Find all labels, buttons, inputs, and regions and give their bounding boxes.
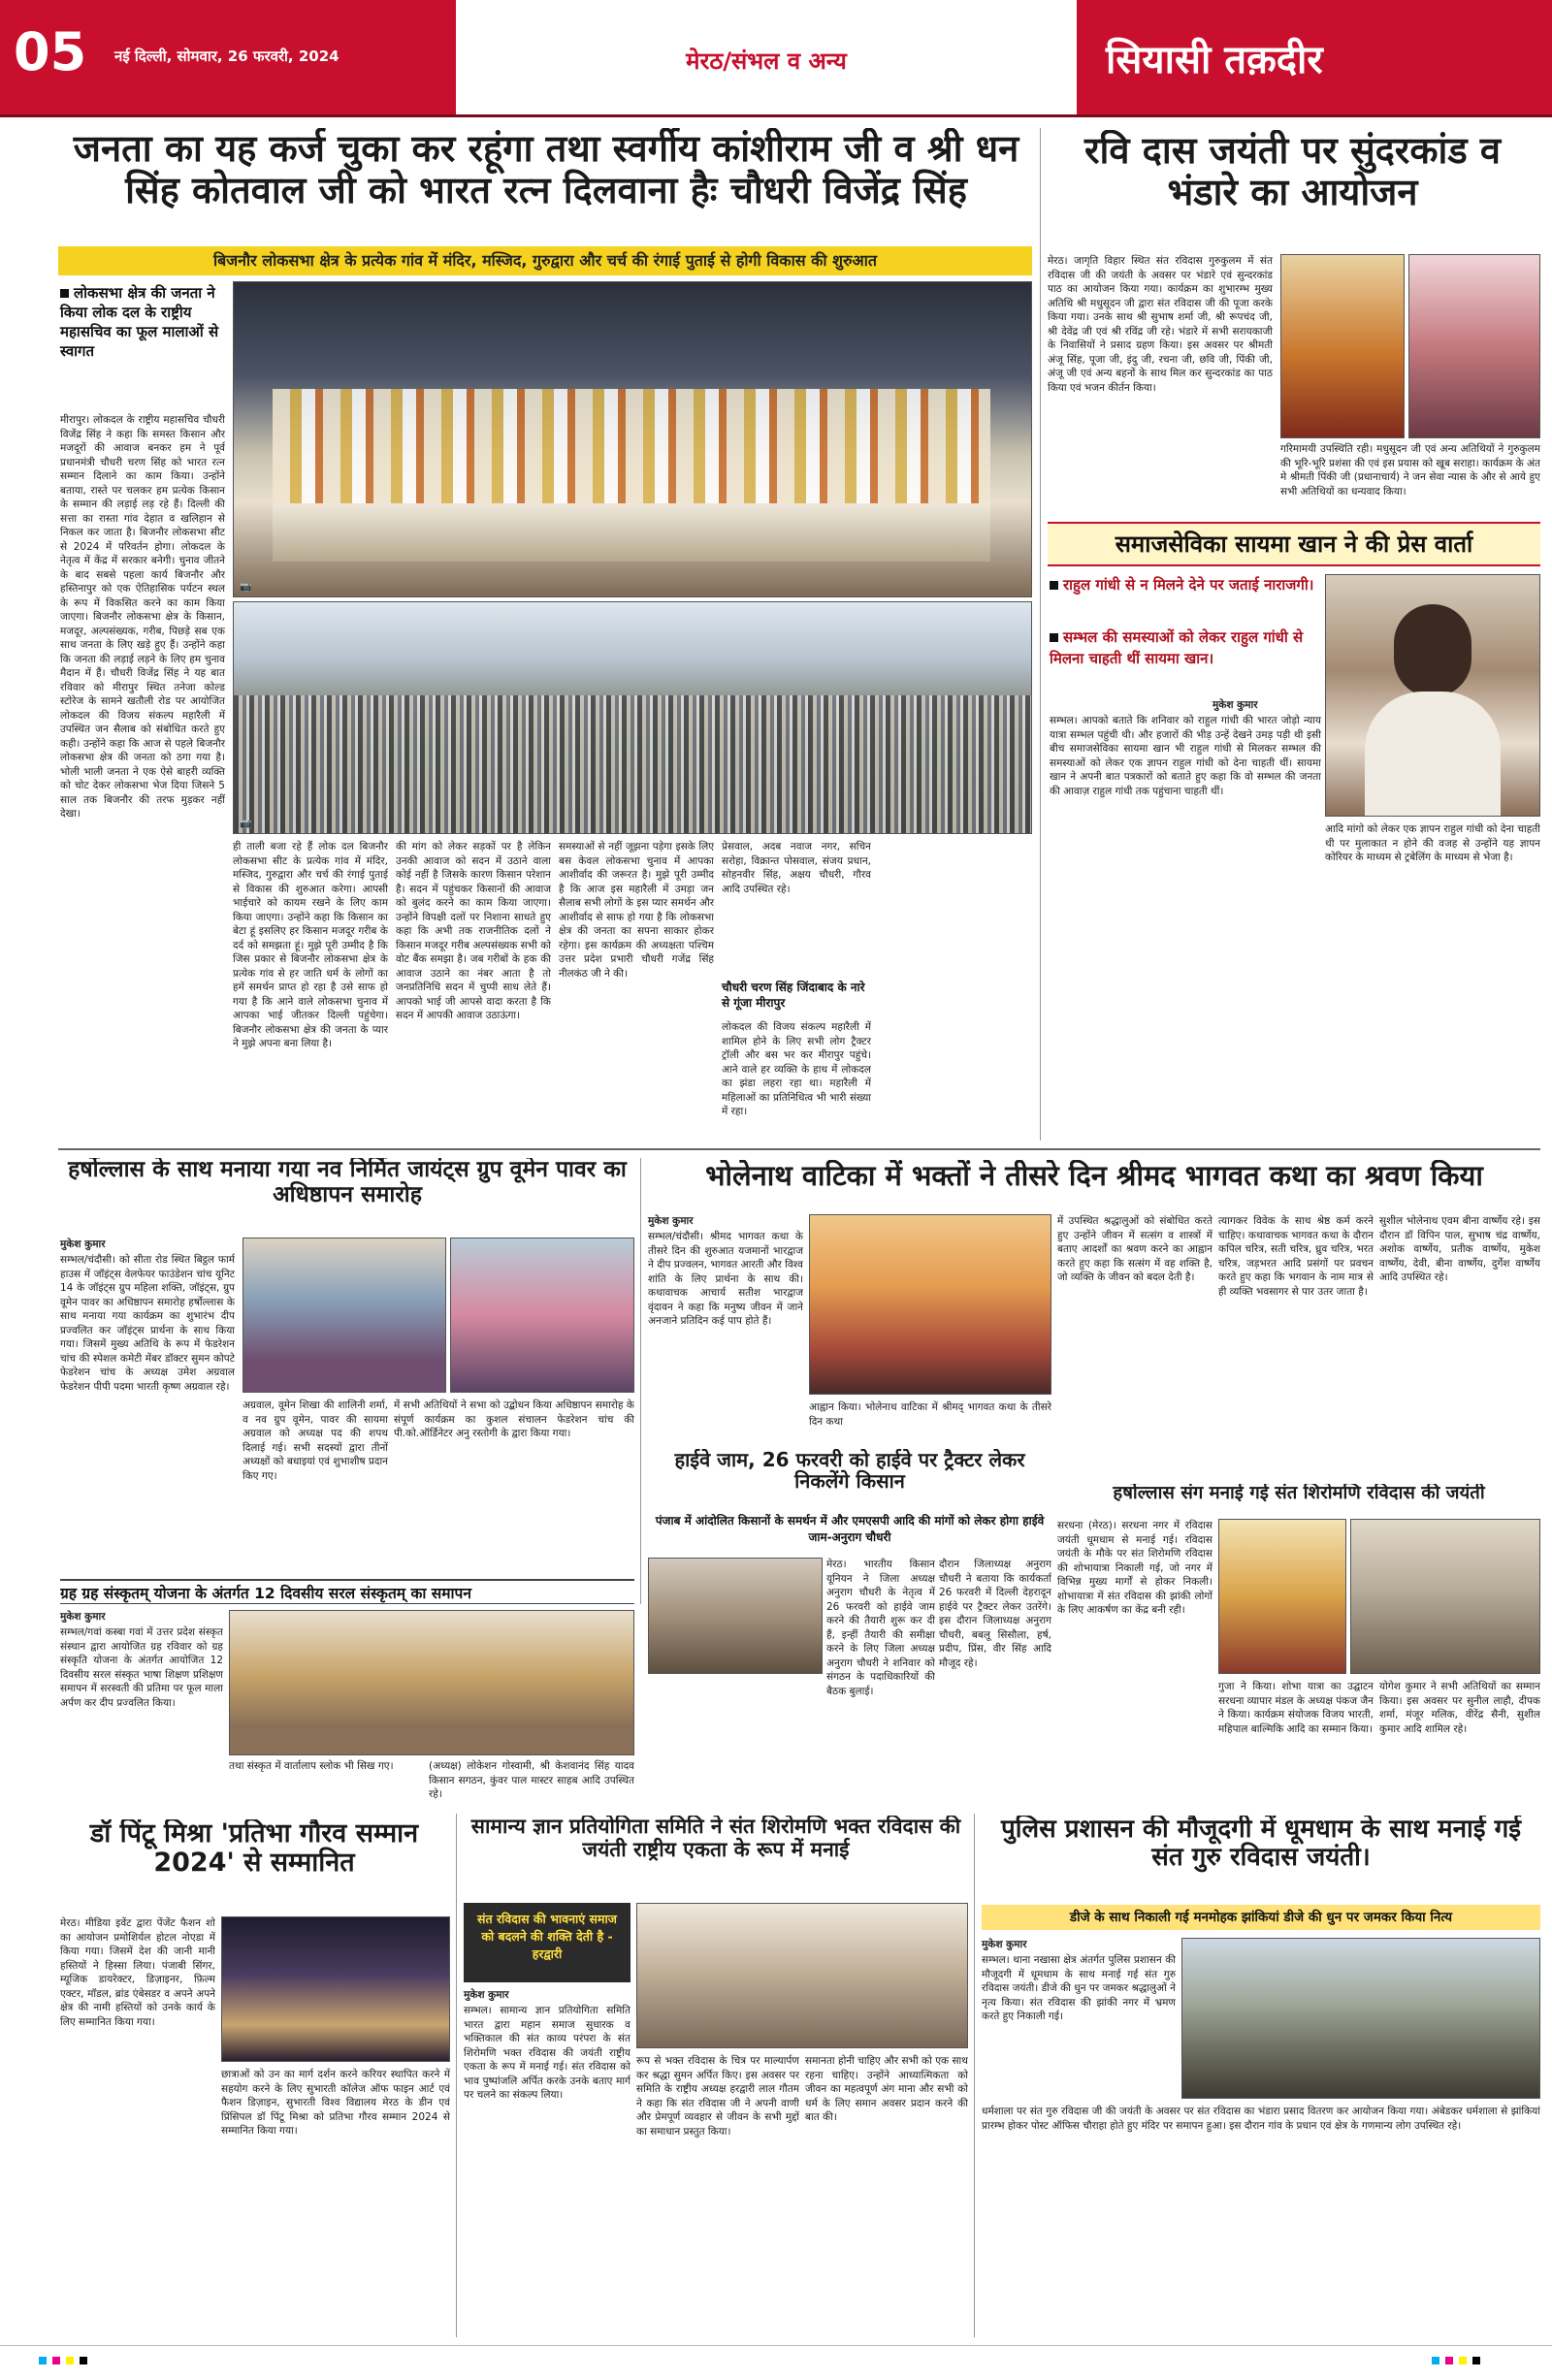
jam-body: मेरठ। भारतीय किसान यूनियन ने जिला अध्यक्ष अनुराग चौधरी के नेतृत्व में 26 फरवरी को हाईवे जाम करने की तैयारी शुरू कर दी हैं, इन्हीं तैयारी की समीक्षा करने के लिए जिला अध्यक्ष अनुराग चौधरी ने शनिवार को संगठन के पदाधिकारियों की बैठक बुलाई। — [826, 1559, 935, 1697]
section-label — [456, 0, 1077, 116]
sayma-headline: समाजसेविका सायमा खान ने की प्रेस वार्ता — [1115, 531, 1473, 558]
registration-mark — [1432, 2357, 1439, 2364]
samanya-photo — [636, 1903, 968, 2048]
bullet-icon — [1050, 633, 1058, 642]
camera-icon: 📷 — [240, 819, 252, 829]
section-divider — [58, 1148, 1540, 1150]
sanskrit-body-2: तथा संस्कृत में वार्तालाप स्लोक भी सिख गए। — [229, 1760, 394, 1772]
footer-rule — [0, 2345, 1552, 2346]
shiromani-photo-1 — [1218, 1519, 1346, 1674]
shiromani-body-2: योगेश कुमार ने सभी अतिथियों का सम्मान किया। इस अवसर पर सुनील लाहौ, दीपक शर्मा, मंजूर मलिक, वीरेंद्र सैनी, सुशील कुमार आदि शामिल रहे। — [1379, 1681, 1540, 1735]
jam-body-2: दौरान जिलाध्यक्ष अनुराग चौधरी ने बताया कि कार्यकर्ता 26 फरवरी में दिल्ली देहरादून हाईवे पर ट्रैक्टर लेकर उतरेंगे। इस दौरान जिलाध्यक्ष अनुराग चौधरी, बबलू सिसौला, हर्ष, प्रदीप, प्रिंस, वीर सिंह आदि मौजूद रहे। — [939, 1559, 1051, 1669]
harsh-body: सम्भल/चंदौसी। को सीता रोड स्थित बिट्ठल फार्म हाउस में जॉइंट्स वेलफेयर फाउंडेशन चांच यूनिट 14 के जॉइंट्स ग्रुप महिला शक्ति, जॉइंट्स, ग्रुप वूमेन पावर का अधिष्ठापन समारोह हर्षोल्लास के साथ मनाया गया कार्यक्रम का शुभारंभ दीप प्रज्वलित कर जॉइंट्स प्रार्थना के साथ किया गया। जिसमें मुख्य अतिथि के रूप में फेडरेशन चांच की स्पेशल कमेटी मेंबर डॉक्टर सुमन कोपटे फेडरेशन चांच के अध्यक्ष उमेश अग्रवाल फेडरेशन पीपी पदमा भारती कृष्ण अग्रवाल रहे। — [60, 1254, 235, 1393]
column-divider — [974, 1814, 975, 2337]
lead-subhead: चौधरी चरण सिंह जिंदाबाद के नारे से गूंजा मीरापुर — [722, 981, 865, 1010]
bhole-body-3: त्यागकर विवेक के साथ श्रेष्ठ कर्म करने चाहिए। कथावाचक भागवत कथा के दौरान कपिल चरित्र, सती चरित्र, ध्रुव चरित्र, भरत चरित्र, जड़भरत आदि प्रसंगों पर प्रवचन करते हुए कहा कि भगवान के नाम मात्र से ही व्यक्ति भवसागर से पार उतर जाता है। — [1218, 1215, 1374, 1298]
registration-mark — [80, 2357, 87, 2364]
harsh-headline: हर्षोल्लास के साथ मनाया गया नव निर्मित जायंट्स ग्रुप वूमेन पावर का अधिष्ठापन समारोह — [68, 1158, 627, 1207]
ravidas-photo-2 — [1408, 254, 1540, 438]
samanya-body: सम्भल। सामान्य ज्ञान प्रतियोगिता समिति भारत द्वारा महान समाज सुधारक व भक्तिकाल की संत काव्य परंपरा के संत शिरोमणि भक्त रविदास की जयंती राष्ट्रीय एकता के रूप में मनाई गई। संत रविदास को भाव पुष्पांजलि अर्पित करके उनके बताए मार्ग पर चलने का संकल्प लिया। — [464, 2005, 630, 2101]
sanskrit-body-3: (अध्यक्ष) लोकेशन गोस्वामी, श्री केशवानंद सिंह यादव किसान सगठन, कुंवर पाल मास्टर साहब आदि उपस्थित रहे। — [429, 1760, 634, 1800]
shiromani-headline: हर्षोल्लास संग मनाई गई संत शिरोमणि रविदास की जयंती — [1113, 1484, 1485, 1503]
bhole-byline: मुकेश कुमार — [648, 1215, 694, 1227]
lead-side-head — [60, 283, 225, 407]
police-photo — [1181, 1938, 1540, 2099]
sayma-body: सम्भल। आपको बताते कि शनिवार को राहुल गांधी की भारत जोड़ो न्याय यात्रा सम्भल पहुंची थी। और हजारों की भीड़ उन्हें देखने उमड़ पड़ी थी इसी बीच समाजसेविका सायमा खान भी राहुल गांधी से मिलकर सम्भल की समस्याओं को लेकर एक ज्ञापन राहुल गांधी को देना चाहती थीं। सायमा खान ने अपनी बात पत्रकारों को बताते हुए कहा कि वो सम्भल की जनता की आवाज़ राहुल गांधी तक पहुंचाना चाहती थीं। — [1050, 715, 1321, 797]
pintu-body-2: छात्राओं को उन का मार्ग दर्शन करने करियर स्थापित करने में सहयोग करने के लिए सुभारती कॉलेज ऑफ फाइन आर्ट एवं फैशन डिज़ाइन, सुभारती विश्व विद्यालय मेरठ के डीन एवं प्रिंसिपल डॉ पिंटू मिश्रा को प्रतिभा गौरव सम्मान 2024 से सम्मानित किया गया। — [221, 2069, 450, 2137]
bullet-icon — [60, 289, 69, 298]
sanskrit-byline: मुकेश कुमार — [60, 1611, 106, 1623]
registration-mark — [1459, 2357, 1467, 2364]
ravidas-photo-1 — [1280, 254, 1405, 438]
sanskrit-photo — [229, 1610, 634, 1755]
police-body-2: धर्मशाला पर संत गुरु रविदास जी की जयंती के अवसर पर संत रविदास का भंडारा प्रसाद वितरण कर आयोजन किया गया। अंबेडकर धर्मशाला से झांकियां प्रारम्भ होकर पोस्ट ऑफिस चौराहा होते हुए मंदिर पर समापन हुआ। इस दौरान गांव के प्रधान एवं क्षेत्र के गणमान्य लोग उपस्थित रहे। — [982, 2106, 1540, 2132]
samanya-body-3: समानता होनी चाहिए और सभी को एक साथ रहना चाहिए। उन्होंने आध्यात्मिकता को जीवन का महत्वपूर्ण अंग माना और सभी को धर्म के लिए समान अवसर प्रदान करने की बात की। — [805, 2055, 968, 2123]
pintu-photo — [221, 1916, 450, 2062]
column-divider — [1040, 128, 1041, 1141]
rally-crowd-photo — [233, 601, 1032, 834]
page-number: 05 — [14, 21, 87, 82]
lead-col-5b: लोकदल की विजय संकल्प महारैली में शामिल होने के लिए सभी लोग ट्रैक्टर ट्रॉली और बस भर कर मीरापुर पहुंचे। आने वाले हर व्यक्ति के हाथ में लोकदल का झंडा लहरा रहा था। महारैली में महिलाओं का प्रतिनिधित्व भी भारी संख्या में रहा। — [722, 1021, 871, 1117]
registration-mark — [66, 2357, 74, 2364]
lead-headline: जनता का यह कर्ज चुका कर रहूंगा तथा स्वर्गीय कांशीराम जी व श्री धन सिंह कोतवाल जी को भारत रत्न दिलवाना हैः चौधरी विजेंद्र सिंह — [73, 128, 1019, 211]
ravidas-body: मेरठ। जागृति विहार स्थित संत रविदास गुरुकुलम में संत रविदास जी की जयंती के अवसर पर भंडारे एवं सुन्दरकांड पाठ का आयोजन किया गया। कार्यक्रम का शुभारम्भ मुख्य अतिथि श्री मधुसूदन जी द्वारा संत रविदास जी की पूजा करके किया गया। उनके साथ श्री सुभाष शर्मा जी, श्री रूपचंद जी, श्री देवेंद्र जी एवं श्री रविंद्र जी रहे। भंडारे में सभी सरायकाजी के निवासियों ने प्रसाद ग्रहण किया। इस अवसर पर श्रीमती अंजू सिंह, पूजा जी, इंदु जी, रचना जी, छवि जी, पिंकी जी, अंजू जी एवं अन्य बहनों के साथ मिल कर सुन्दरकांड का पाठ किया एवं भजन कीर्तन किया। — [1048, 255, 1273, 394]
registration-mark — [1472, 2357, 1480, 2364]
brand-name: सियासी तक़दीर — [1106, 38, 1323, 82]
sanskrit-body: सम्भल/गवां कस्बा गवां में उत्तर प्रदेश संस्कृत संस्थान द्वारा आयोजित ग्रह रविवार को ग्रह संस्कृति योजना के अंतर्गत आयोजित 12 दिवसीय सरल संस्कृत भाषा शिक्षण प्रशिक्षण समापन में सरस्वती की प्रतिमा पर फूल माला अर्पण कर दीप प्रज्वलित किया। — [60, 1626, 223, 1709]
samanya-body-2: रूप से भक्त रविदास के चित्र पर माल्यार्पण कर श्रद्धा सुमन अर्पित किए। इस अवसर पर समिति के राष्ट्रीय अध्यक्ष हरद्वारी लाल गौतम ने कहा कि संत रविदास जी ने अपनी वाणी और प्रेमपूर्ण व्यवहार से जीवन के सभी मुद्दों का समाधान प्रस्तुत किया। — [636, 2055, 799, 2138]
bhole-body-4: सुशील भोलेनाथ एवम बीना वार्ष्णेय रहे। इस दौरान डॉ विपिन पाल, सुभाष चंद्र वार्ष्णेय, अशोक वार्ष्णेय, प्रतीक वार्ष्णेय, मुकेश वार्ष्णेय, देवी, बीना वार्ष्णेय, दुर्गेश वार्ष्णेय आदि उपस्थित रहे। — [1379, 1215, 1540, 1283]
rally-stage-photo — [233, 281, 1032, 597]
bhole-photo — [809, 1214, 1051, 1395]
masthead — [0, 0, 1552, 116]
lead-col-4: समस्याओं से नहीं जूझना पड़ेगा इसके लिए बस केवल लोकसभा चुनाव में आपका आशीर्वाद की जरूरत है। मुझे पूरी उम्मीद है कि आज इस महारैली में उमड़ा जन सैलाब सभी लोगों के इस प्यार समर्थन और आशीर्वाद से साफ हो गया है कि लोकसभा क्षेत्र की जनता का सपना साकार होकर रहेगा। इस कार्यक्रम की अध्यक्षता पश्चिम उत्तर प्रदेश प्रभारी चौधरी गजेंद्र सिंह नीलकंठ जी ने की। — [559, 841, 714, 980]
bhole-body-2: में उपस्थित श्रद्धालुओं को संबोधित करते हुए उन्होंने जीवन में सत्संग व शास्त्रों में बताए आदर्शों का श्रवण करने का आह्वान करते हुए कहा कि सत्संग में वह शक्ति है, जो व्यक्ति के जीवन को बदल देती है। — [1057, 1215, 1212, 1283]
sayma-point-1 — [1050, 574, 1321, 621]
ravidas-headline: रवि दास जयंती पर सुंदरकांड व भंडारे का आयोजन — [1083, 130, 1502, 213]
ravidas-caption: गरिमामयी उपस्थिति रही। मधुसूदन जी एवं अन्य अतिथियों ने गुरुकुलम की भूरि-भूरि प्रशंसा की एवं इस प्रयास को खूब सराहा। कार्यक्रम के अंत मे श्रीमती पिंकी जी (प्रधानाचार्य) ने जन सेवा न्यास के और से आये हुए सभी अतिथियों का धन्यवाद किया। — [1280, 443, 1540, 498]
harsh-photo-1 — [242, 1238, 446, 1393]
sayma-point-2-text: सम्भल की समस्याओं को लेकर राहुल गांधी से मिलना चाहती थीं सायमा खान। — [1050, 628, 1304, 667]
lead-col-1: मीरापुर। लोकदल के राष्ट्रीय महासचिव चौधरी विजेंद्र सिंह ने कहा कि समस्त किसान और मजदूरों की आवाज बनकर हम ने पूर्व प्रधानमंत्री चौधरी चरण सिंह को भारत रत्न सम्मान दिलाने का काम किया। उन्होंने बताया, रास्ते पर चलकर हम प्रत्येक किसान के सम्मान की लड़ाई लड़ रहे हैं। दिल्ली की सत्ता का रास्ता गांव देहात व खलिहान से निकल कर जाता है। बिजनौर लोकसभा सीट से 2024 में परिवर्तन होगा। लोकदल के नेतृत्व में केंद्र में सरकार बनेगी। चुनाव जीतने के बाद सबसे पहला कार्य बिजनौर और हस्तिनापुर को एक ऐतिहासिक पर्यटन स्थल के रूप में विकसित करने का काम किया जाएगा। बिजनौर लोकसभा क्षेत्र के किसान, मजदूर, अल्पसंख्यक, गरीब, पिछड़े सब एक साथ जनता के लिए खड़े हुए हैं। उन्होंने कहा कि जनता की लड़ाई लड़ने के लिए हम चुनाव मैदान में हैं। चौधरी विजेंद्र सिंह ने यह बात रविवार को मीरापुर स्थित तनेजा कोल्ड स्टोरेज के सामने खतौली रोड पर आयोजित लोकदल की विजय संकल्प महारैली में उपस्थित जन सैलाब को संबोधित करते हुए कही। उन्होंने कहा कि आज से पहले बिजनौर लोकसभा क्षेत्र की जनता को ठगा गया है। भोली भाली जनता ने एक ऐसे बाहरी व्यक्ति को चोट देकर लोकसभा भेज दिया जिसने 5 साल तक बिजनौर की तरफ मुड़कर नहीं देखा। — [60, 414, 225, 820]
sanskrit-headline: ग्रह ग्रह संस्कृतम् योजना के अंतर्गत 12 दिवसीय सरल संस्कृतम् का समापन — [60, 1579, 634, 1604]
sayma-point-1-text: राहुल गांधी से न मिलने देने पर जताई नाराजगी। — [1063, 576, 1314, 594]
samanya-quote: संत रविदास की भावनाएं समाज को बदलने की शक्ति देती है - हरद्वारी — [464, 1903, 630, 1982]
shiromani-photo-2 — [1350, 1519, 1540, 1674]
lead-deck: बिजनौर लोकसभा क्षेत्र के प्रत्येक गांव में मंदिर, मस्जिद, गुरुद्वारा और चर्च की रंगाई पुताई से होगी विकास की शुरुआत — [58, 246, 1032, 275]
sayma-portrait — [1325, 574, 1540, 817]
pintu-headline: डॉ पिंटू मिश्रा 'प्रतिभा गौरव सम्मान 2024' से सम्मानित — [89, 1819, 419, 1879]
jam-photo — [648, 1558, 823, 1674]
camera-icon: 📷 — [240, 582, 252, 593]
masthead-right-band — [1077, 0, 1552, 116]
samanya-headline: सामान्य ज्ञान प्रतियोगिता समिति ने संत शिरोमणि भक्त रविदास की जयंती राष्ट्रीय एकता के रूप में मनाई — [470, 1816, 961, 1861]
police-byline: मुकेश कुमार — [982, 1939, 1027, 1950]
column-divider — [640, 1158, 641, 1604]
registration-mark — [1445, 2357, 1453, 2364]
sayma-headline-bar — [1048, 522, 1540, 566]
jam-headline: हाईवे जाम, 26 फरवरी को हाईवे पर ट्रैक्टर लेकर निकलेंगे किसान — [674, 1449, 1025, 1494]
bhole-body: सम्भल/चंदौसी। श्रीमद भागवत कथा के तीसरे दिन की शुरुआत यजमानों भारद्वाज ने दीप प्रज्वलन, भागवत आरती और विश्व शांति के लिए प्रार्थना के साथ की। कथावाचक आचार्य सतीश भारद्वाज वृंदावन ने कहा कि मनुष्य जीवन में जाने अनजाने प्रतिदिन कई पाप होते हैं। — [648, 1231, 803, 1327]
registration-mark — [39, 2357, 47, 2364]
harsh-byline: मुकेश कुमार — [60, 1238, 106, 1250]
masthead-rule — [0, 114, 1552, 117]
lead-col-6 — [879, 840, 1032, 1141]
section-title: मेरठ/संभल व अन्य — [686, 48, 847, 75]
jam-deck: पंजाब में आंदोलित किसानों के समर्थन में और एमएसपी आदि की मांगों को लेकर होगा हाईवे जाम-अनुराग चौधरी — [655, 1514, 1045, 1544]
shiromani-body: सरधना (मेरठ)। सरधना नगर में रविदास जयंती धूमधाम से मनाई गई। रविदास जयंती के मौके पर संत शिरोमणि रविदास की शोभायात्रा निकाली गई, जो नगर में विभिन्न मुख्य मार्गों से होकर निकली। शोभायात्रा में संत रविदास की झांकी लोगों के लिए आकर्षण का केंद्र बनी रही। — [1057, 1520, 1212, 1616]
bhole-caption: आह्वान किया। भोलेनाथ वाटिका में श्रीमद् भागवत कथा के तीसरे दिन कथा — [809, 1401, 1051, 1428]
bullet-icon — [1050, 581, 1058, 590]
sayma-caption: आदि मांगो को लेकर एक ज्ञापन राहुल गांधी को देना चाहती थी पर मुलाकात न होने की वजह से उन्होंने यह ज्ञापन कोरियर के माध्यम से ट्रबेलिंग के माध्यम से भेजा है। — [1325, 823, 1540, 863]
police-deck: डीजे के साथ निकाली गई मनमोहक झांकियां डीजे की धुन पर जमकर किया नित्य — [982, 1905, 1540, 1930]
lead-col-2: ही ताली बजा रहे हैं लोक दल बिजनौर लोकसभा सीट के प्रत्येक गांव में मंदिर, मस्जिद, गुरुद्वारा और चर्च की रंगाई पुताई से विकास की शुरुआत करेगा। आपसी भाईचारे को कायम रखने के लिए काम किया जाएगा। उन्होंने कहा कि किसान का बेटा हूं इसलिए हर किसान मजदूर गरीब के दर्द को समझता हूं। मुझे पूरी उम्मीद है कि जिस प्रकार से बिजनौर लोकसभा क्षेत्र के प्रत्येक गांव से हर जाति धर्म के लोगों का हमें समर्थन प्राप्त हो रहा है उसे साफ हो गया है कि आने वाले लोकसभा चुनाव में आपका भाई जीतकर दिल्ली पहुंचेगा। बिजनौर लोकसभा क्षेत्र की जनता के प्यार ने मुझे अपना बना लिया है। — [233, 841, 388, 1049]
lead-col-5: प्रेसवाल, अदब नवाज नगर, सचिन सरोहा, विक्रान्त पोसवाल, संजय प्रधान, सोहनवीर सिंह, अक्षय चौधरी, गौरव आदि उपस्थित रहे। — [722, 841, 871, 895]
bhole-headline: भोलेनाथ वाटिका में भक्तों ने तीसरे दिन श्रीमद भागवत कथा का श्रवण किया — [705, 1160, 1483, 1192]
harsh-photo-2 — [450, 1238, 634, 1393]
samanya-byline: मुकेश कुमार — [464, 1989, 509, 2001]
dateline: नई दिल्ली, सोमवार, 26 फरवरी, 2024 — [114, 48, 340, 65]
column-divider — [456, 1814, 457, 2337]
registration-mark — [52, 2357, 60, 2364]
masthead-left-band — [0, 0, 456, 116]
sayma-point-2 — [1050, 627, 1321, 691]
harsh-body-3: में सभी अतिथियों ने सभा को उद्बोधन किया अधिष्ठापन समारोह के संपूर्ण कार्यक्रम का कुशल संचालन फेडरेशन चांच की पी.को.ऑर्डिनेटर अनु रस्तोगी के द्वारा किया गया। — [394, 1399, 634, 1439]
police-body: सम्भल। थाना नखासा क्षेत्र अंतर्गत पुलिस प्रशासन की मौजूदगी में धूमधाम के साथ मनाई गई संत गुरु रविदास जयंती। डीजे की धुन पर जमकर श्रद्धालुओं ने नृत्य किया। संत रविदास की झांकी नगर में भ्रमण करते हुए निकाली गई। — [982, 1954, 1176, 2022]
sayma-byline: मुकेश कुमार — [1212, 699, 1258, 711]
lead-col-3: की मांग को लेकर सड़कों पर है लेकिन उनकी आवाज को सदन में उठाने वाला कोई नहीं है जिसके कारण किसान परेशान है। सदन में पहुंचकर किसानों की आवाज को बुलंद करने का काम किया जाएगा। उन्होंने विपक्षी दलों पर निशाना साधते हुए कहा कि अभी तक राजनीतिक दलों ने किसान मजदूर गरीब अल्पसंख्यक सभी को वोट बैंक समझा है। जब गरीबों के हक की आवाज उठाने का नंबर आता है तो जनप्रतिनिधि सदन में चुप्पी साध लेते हैं। आपको भाई जी आपसे वादा करता है कि सदन में आपकी आवाज उठाऊंगा। — [396, 841, 551, 1021]
harsh-body-2: अग्रवाल, वूमेन शिखा की शालिनी शर्मा, व नव ग्रुप वूमेन, पावर की सायमा अग्रवाल को अध्यक्ष पद की शपथ दिलाई गई। सभी सदस्यों द्वारा तीनों अध्यक्षों को बधाइयां एवं शुभाशीष प्रदान किए गए। — [242, 1399, 388, 1482]
police-headline: पुलिस प्रशासन की मौजूदगी में धूमधाम के साथ मनाई गई संत गुरु रविदास जयंती। — [1001, 1816, 1521, 1873]
lead-side-head-text: लोकसभा क्षेत्र की जनता ने किया लोक दल के राष्ट्रीय महासचिव का फूल मालाओं से स्वागत — [60, 284, 219, 360]
pintu-body: मेरठ। मीडिया इवेंट द्वारा पेंजेंट फैशन शो का आयोजन प्रमोशिर्यल होटल नोएडा में किया गया। जिसमें देश की जानी मानी हस्तियों ने हिस्सा लिया। पंजाबी सिंगर, म्यूजिक डायरेक्टर, डिज़ाइनर, फ़िल्म एक्टर, मॉडल, ब्रांड एंबेसडर व अपने अपने क्षेत्र की नामी हस्तियों को उनके कार्य के लिए सम्मानित किया गया। — [60, 1917, 215, 2028]
shiromani-caption: गुजा ने किया। शोभा यात्रा का उद्घाटन सरधना व्यापार मंडल के अध्यक्ष पंकज जैन ने किया। कार्यक्रम संयोजक विजय भारती, महिपाल बाल्मिकि आदि का सम्मान किया। — [1218, 1681, 1374, 1735]
